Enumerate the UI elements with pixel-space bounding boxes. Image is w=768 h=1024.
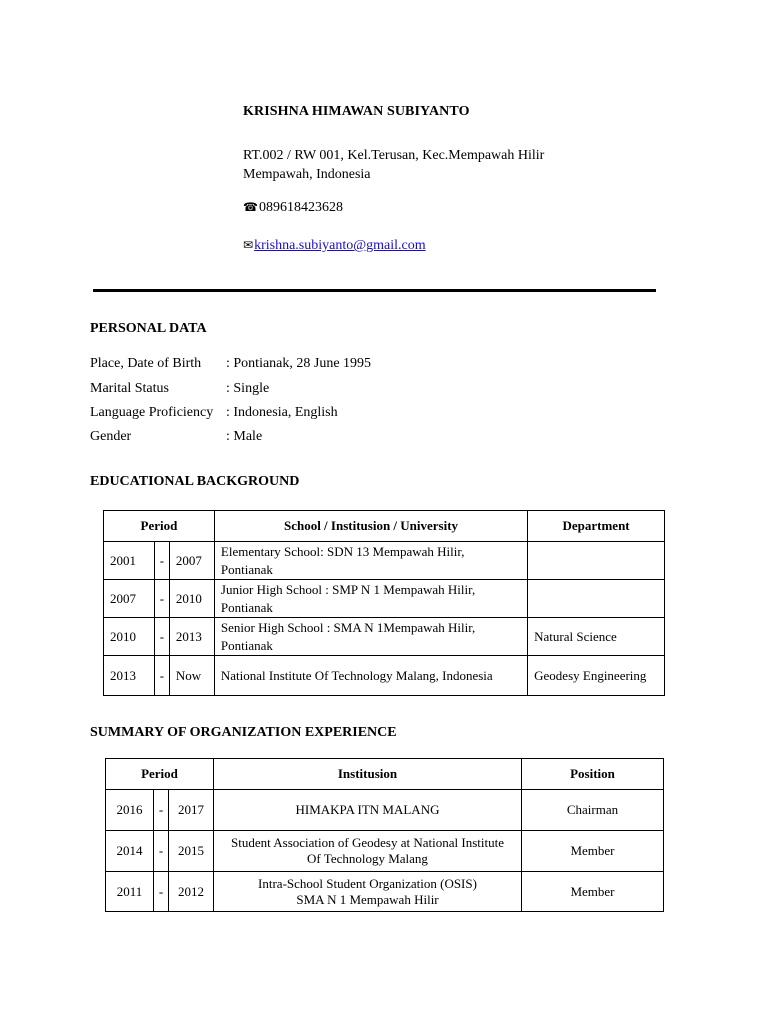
organization-table bbox=[105, 758, 664, 912]
section-title-personal: PERSONAL DATA bbox=[90, 321, 207, 336]
phone-icon: ☎ bbox=[243, 200, 258, 214]
period-to: 2007 bbox=[169, 542, 214, 580]
period-from: 2011 bbox=[106, 872, 154, 912]
divider bbox=[93, 289, 656, 292]
personal-label: Gender bbox=[90, 429, 132, 444]
section-title-organization: SUMMARY OF ORGANIZATION EXPERIENCE bbox=[90, 725, 397, 740]
period-to: 2010 bbox=[169, 580, 214, 618]
personal-row bbox=[90, 429, 262, 445]
personal-value: : Pontianak, 28 June 1995 bbox=[226, 356, 372, 371]
address-line-1: RT.002 / RW 001, Kel.Terusan, Kec.Mempawah Hilir bbox=[243, 148, 545, 163]
header-period: Period bbox=[104, 511, 215, 542]
department-cell bbox=[528, 580, 665, 618]
school-cell bbox=[214, 580, 527, 618]
personal-value: : Indonesia, English bbox=[226, 405, 338, 420]
department-cell: Natural Science bbox=[528, 618, 665, 656]
school-line: Junior High School : SMP N 1 Mempawah Hilir, bbox=[220, 581, 476, 597]
period-from: 2010 bbox=[104, 618, 155, 656]
period-from: 2007 bbox=[104, 580, 155, 618]
header-department: Department bbox=[528, 511, 665, 542]
personal-label: Place, Date of Birth bbox=[90, 356, 202, 371]
period-separator: - bbox=[154, 580, 169, 618]
department-cell: Geodesy Engineering bbox=[528, 656, 665, 696]
institution-line: Student Association of Geodesy at National Institute bbox=[231, 835, 504, 850]
period-to: Now bbox=[169, 656, 214, 696]
personal-row bbox=[90, 356, 371, 372]
header-period: Period bbox=[106, 759, 214, 790]
school-line: National Institute Of Technology Malang, Indonesia bbox=[220, 667, 493, 683]
phone-row bbox=[243, 200, 343, 216]
school-line: Pontianak bbox=[220, 637, 273, 653]
address bbox=[243, 146, 544, 184]
institution-line: HIMAKPA ITN MALANG bbox=[295, 802, 440, 817]
period-separator: - bbox=[154, 542, 169, 580]
department-cell bbox=[528, 542, 665, 580]
section-title-education: EDUCATIONAL BACKGROUND bbox=[90, 474, 300, 489]
institution-line: SMA N 1 Mempawah Hilir bbox=[296, 891, 439, 907]
period-separator: - bbox=[154, 656, 169, 696]
period-to: 2015 bbox=[169, 831, 214, 872]
position-cell: Member bbox=[522, 831, 664, 872]
period-from: 2001 bbox=[104, 542, 155, 580]
position-cell: Chairman bbox=[522, 790, 664, 831]
period-separator: - bbox=[154, 831, 169, 872]
school-cell bbox=[214, 542, 527, 580]
email-link[interactable]: krishna.subiyanto@gmail.com bbox=[254, 238, 426, 253]
period-separator: - bbox=[154, 618, 169, 656]
school-cell bbox=[214, 618, 527, 656]
school-line: Pontianak bbox=[220, 561, 273, 577]
period-from: 2016 bbox=[106, 790, 154, 831]
personal-value: : Single bbox=[226, 381, 270, 396]
envelope-icon: ✉ bbox=[243, 238, 254, 252]
personal-label: Marital Status bbox=[90, 381, 169, 396]
table-row bbox=[104, 580, 665, 618]
address-line-2: Mempawah, Indonesia bbox=[243, 167, 371, 182]
personal-label: Language Proficiency bbox=[90, 405, 214, 420]
table-row bbox=[104, 656, 665, 696]
institution-cell bbox=[214, 790, 522, 831]
school-line: Pontianak bbox=[220, 599, 273, 615]
header-institution: Institusion bbox=[214, 759, 522, 790]
school-line: Senior High School : SMA N 1Mempawah Hilir, bbox=[220, 619, 476, 635]
school-cell bbox=[214, 656, 527, 696]
period-to: 2013 bbox=[169, 618, 214, 656]
period-separator: - bbox=[154, 872, 169, 912]
table-row bbox=[104, 542, 665, 580]
period-from: 2013 bbox=[104, 656, 155, 696]
personal-row bbox=[90, 381, 269, 397]
table-header-row bbox=[104, 511, 665, 542]
header-position: Position bbox=[522, 759, 664, 790]
institution-line: Of Technology Malang bbox=[307, 851, 428, 866]
period-to: 2017 bbox=[169, 790, 214, 831]
table-row bbox=[104, 618, 665, 656]
position-cell: Member bbox=[522, 872, 664, 912]
candidate-name: KRISHNA HIMAWAN SUBIYANTO bbox=[243, 104, 470, 119]
table-row bbox=[106, 831, 664, 872]
header-school: School / Institusion / University bbox=[214, 511, 527, 542]
email-row bbox=[243, 238, 426, 254]
education-table bbox=[103, 510, 665, 696]
period-separator: - bbox=[154, 790, 169, 831]
personal-value: : Male bbox=[226, 429, 263, 444]
institution-line: Intra-School Student Organization (OSIS) bbox=[258, 875, 477, 891]
institution-cell bbox=[214, 872, 522, 912]
period-from: 2014 bbox=[106, 831, 154, 872]
school-line: Elementary School: SDN 13 Mempawah Hilir, bbox=[220, 543, 465, 559]
phone-number: 089618423628 bbox=[258, 200, 343, 215]
table-header-row bbox=[106, 759, 664, 790]
table-row bbox=[106, 790, 664, 831]
personal-row bbox=[90, 405, 338, 421]
table-row bbox=[106, 872, 664, 912]
institution-cell bbox=[214, 831, 522, 872]
period-to: 2012 bbox=[169, 872, 214, 912]
